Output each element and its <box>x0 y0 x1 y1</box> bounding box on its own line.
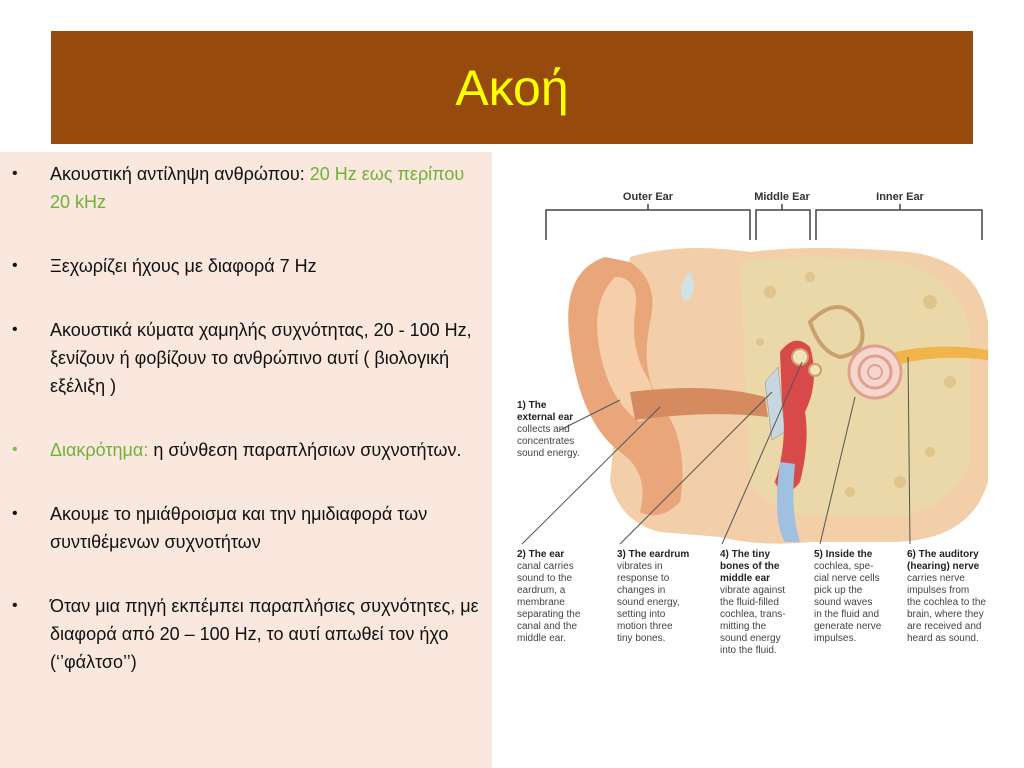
bullet-beats <box>0 436 480 464</box>
ear-illustration <box>568 248 988 544</box>
slide-title: Ακοή <box>455 59 569 116</box>
caption-auditory-nerve: 6) The auditory (hearing) nerve carries nerve impulses from the cochlea to the brain, where they are received and heard as sound. <box>907 549 986 644</box>
caption-external-ear: 1) The external ear collects and concentrates sound energy. <box>517 400 580 459</box>
bullet-highlight: Διακρότημα: <box>50 440 149 460</box>
bullet-dot: • <box>12 597 18 614</box>
bullet-text: Ακουμε το ημιάθροισμα και την ημιδιαφορά των συντιθέμενων συχνοτήτων <box>50 504 428 552</box>
bullet-dot: • <box>12 257 18 274</box>
title-bar <box>51 31 973 144</box>
bullet-dot: • <box>12 441 18 458</box>
bullet-list <box>0 160 480 712</box>
bullet-sum-difference <box>0 500 480 556</box>
header-outer-ear: Outer Ear <box>622 191 674 203</box>
bullet-text: Ακουστική αντίληψη ανθρώπου: <box>50 164 310 184</box>
bullet-hearing-range <box>0 160 480 216</box>
bullet-text: Όταν μια πηγή εκπέμπει παραπλήσιες συχνότητες, με διαφορά από 20 – 100 Hz, το αυτί απωθεί τον ήχο (‘’φάλτσο’’) <box>50 596 479 672</box>
bullet-dot: • <box>12 505 18 522</box>
bullet-text: Ακουστικά κύματα χαμηλής συχνότητας, 20 - 100 Hz, ξενίζουν ή φοβίζουν το ανθρώπινο αυτί ( βιολογική εξέλιξη ) <box>50 320 472 396</box>
header-middle-ear: Middle Ear <box>754 191 810 203</box>
bullet-text: Ξεχωρίζει ήχους με διαφορά 7 Hz <box>50 256 317 276</box>
bullet-dissonance <box>0 592 480 676</box>
bullet-dot: • <box>12 321 18 338</box>
bullet-text: η σύνθεση παραπλήσιων συχνοτήτων. <box>148 440 462 460</box>
caption-cochlea: 5) Inside the cochlea, spe- cial nerve cells pick up the sound waves in the fluid and generate nerve impulses. <box>814 549 882 644</box>
header-inner-ear: Inner Ear <box>876 191 924 203</box>
ear-anatomy-diagram <box>510 182 1000 672</box>
caption-eardrum: 3) The eardrum vibrates in response to changes in sound energy, setting into motion three tiny bones. <box>617 549 690 644</box>
bullet-dot: • <box>12 165 18 182</box>
bullet-low-frequency <box>0 316 480 400</box>
bullet-panel <box>0 152 492 768</box>
header-brackets <box>546 204 982 240</box>
bullet-highlight: 20 Hz εως περίπου 20 kHz <box>50 164 465 212</box>
caption-middle-ear-bones: 4) The tiny bones of the middle ear vibrate against the fluid-filled cochlea, trans- mitting the sound energy into the fluid. <box>720 549 786 656</box>
caption-ear-canal: 2) The ear canal carries sound to the eardrum, a membrane separating the canal and the middle ear. <box>517 549 581 644</box>
bullet-resolution <box>0 252 480 280</box>
